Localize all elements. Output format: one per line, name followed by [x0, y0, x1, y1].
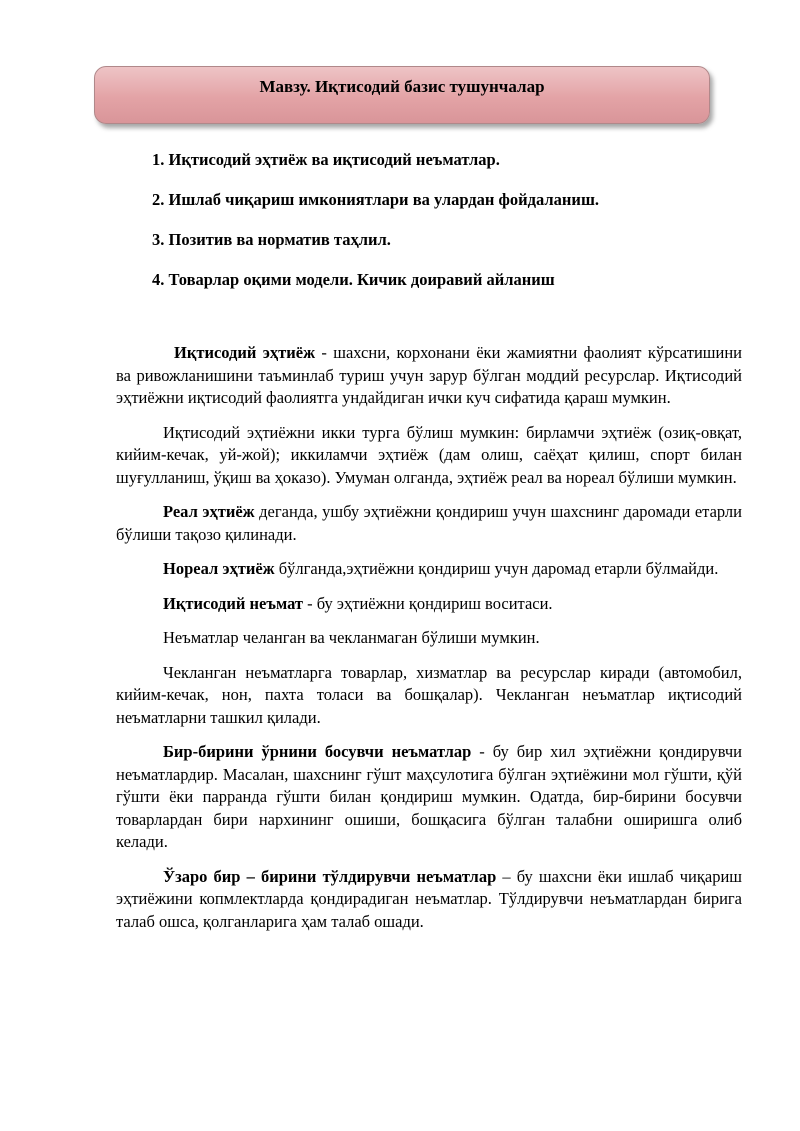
paragraph — [116, 866, 742, 934]
body-text — [116, 342, 742, 945]
definition: - бу эҳтиёжни қондириш воситаси. — [303, 593, 553, 613]
term: Иқтисодий неъмат — [163, 593, 304, 613]
definition: - бу бир хил эҳтиёжни қондирувчи неъматлардир. Масалан, шахснинг гўшт маҳсулотига бўлган эҳтиёжини мол гўшти, қўй гўшти ёки парранда гўшти билан қондириш мумкин. Одатда, бир-бирини босувчи товарлардан бири нархининг ошиши, бошқасига бўлган талабни оширишга олиб келади. — [116, 742, 742, 851]
term: Реал эҳтиёж — [163, 502, 255, 521]
definition: - шахсни, корхонани ёки жамиятни фаолият кўрсатишини ва ривожланишини таъминлаб туриш учун зарур бўлган моддий ресурслар. Иқтисодий эҳтиёжни иқтисодий фаолиятга ундайдиган ички куч сифатида қараш мумкин. — [116, 343, 742, 407]
paragraph — [116, 741, 742, 854]
topic-item: 2. Ишлаб чиқариш имкониятлари ва улардан фойдаланиш. — [152, 190, 599, 209]
title-banner — [94, 66, 710, 124]
paragraph — [116, 593, 742, 616]
definition: деганда, ушбу эҳтиёжни қондириш учун шахснинг даромади етарли бўлиши тақозо қилинади. — [116, 502, 742, 544]
definition: – бу шахсни ёки ишлаб чиқариш эҳтиёжини копмлектларда қондирадиган неъматлар. Тўлдирувчи неъматлардан бирига талаб ошса, қолганларига ҳам талаб ошади. — [116, 866, 742, 931]
paragraph — [116, 558, 742, 581]
paragraph — [116, 627, 742, 650]
topic-item: 4. Товарлар оқими модели. Кичик доиравий айланиш — [152, 270, 555, 289]
term: Бир-бирини ўрнини босувчи неъматлар — [163, 742, 472, 761]
definition: Чекланган неъматларга товарлар, хизматлар ва ресурслар киради (автомобил, кийим-кечак, нон, пахта толаси ва бошқалар). Чекланган неъматлар иқтисодий неъматларни ташкил қилади. — [116, 662, 742, 727]
definition: Иқтисодий эҳтиёжни икки турга бўлиш мумкин: бирламчи эҳтиёж (озиқ-овқат, кийим-кечак, уй-жой); иккиламчи эҳтиёж (дам олиш, саёҳат қилиш, спорт билан шуғулланиш, ўқиш ва ҳоказо). Умуман олганда, эҳтиёж реал ва нореал бўлиши мумкин. — [116, 422, 742, 487]
term: Иқтисодий эҳтиёж — [174, 343, 316, 362]
definition: Неъматлар челанган ва чекланмаган бўлиши мумкин. — [163, 628, 540, 647]
topic-item: 1. Иқтисодий эҳтиёж ва иқтисодий неъматлар. — [152, 150, 500, 169]
paragraph — [116, 342, 742, 410]
page-title: Мавзу. Иқтисодий базис тушунчалар — [259, 77, 545, 96]
topic-item: 3. Позитив ва норматив таҳлил. — [152, 230, 391, 249]
term: Ўзаро бир – бирини тўлдирувчи неъматлар — [163, 866, 497, 886]
term: Нореал эҳтиёж — [163, 559, 275, 578]
paragraph — [116, 422, 742, 490]
paragraph — [116, 662, 742, 730]
topic-list — [152, 150, 752, 310]
definition: бўлганда,эҳтиёжни қондириш учун даромад етарли бўлмайди. — [274, 559, 719, 578]
paragraph — [116, 501, 742, 546]
